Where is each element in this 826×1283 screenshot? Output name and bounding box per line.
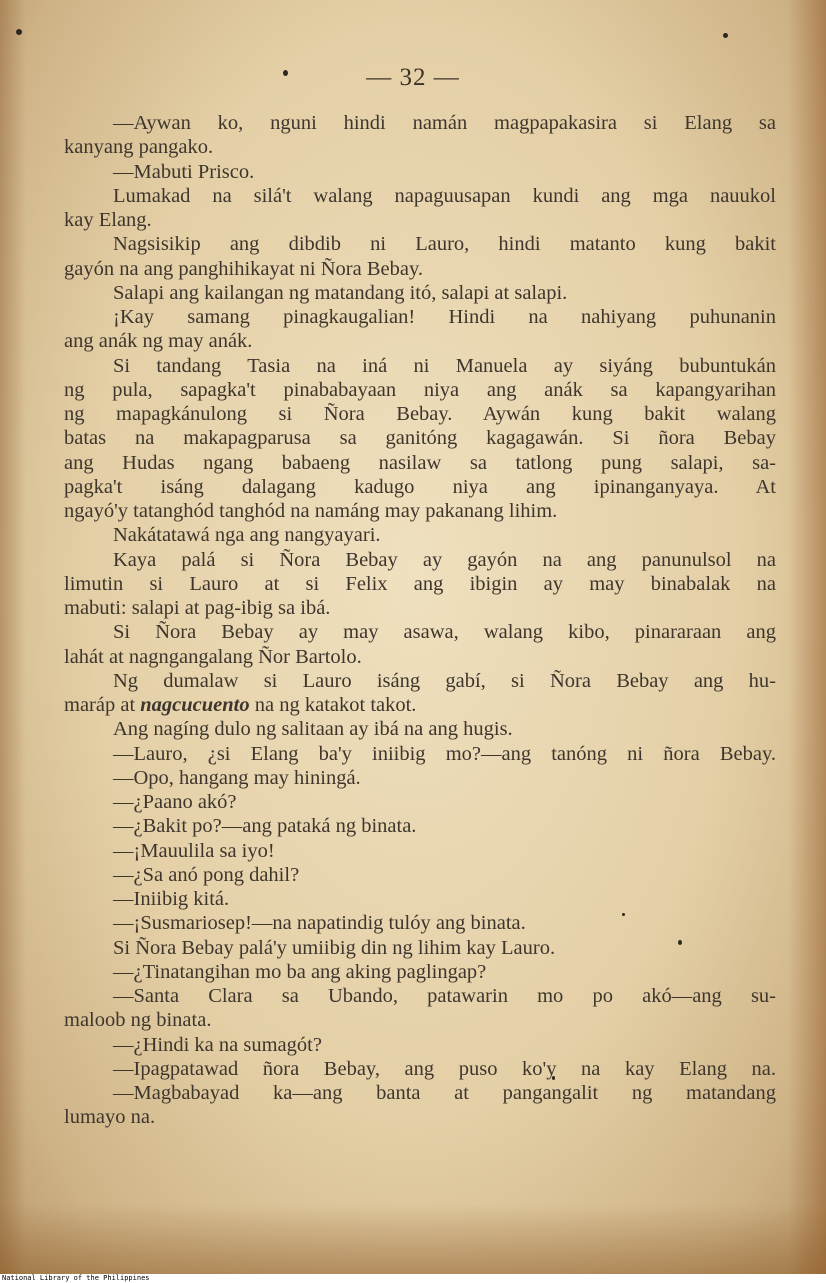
page-edge-shadow-bottom [0, 1204, 826, 1274]
text-line: —Opo, hangang may hiningá. [113, 766, 361, 789]
text-line: —Iniibig kitá. [113, 888, 230, 910]
text-line: —Mabuti Prisco. [113, 160, 255, 183]
text-line: Ng dumalaw si Lauro isáng gabí, si Ñora Bebay ang hu- [113, 669, 776, 692]
footer-credit: National Library of the Philippines [0, 1274, 826, 1283]
text-line: Si tandang Tasia na iná ni Manuela ay siyáng bubuntukán [113, 354, 776, 377]
text-line: Salapi ang kailangan ng matandang itó, salapi at salapi. [113, 281, 568, 304]
text-line: Lumakad na silá't walang napaguusapan kundi ang mga nauukol [113, 184, 776, 207]
text-line: lumayo na. [64, 1106, 156, 1129]
text-line: lahát at nagngangalang Ñor Bartolo. [64, 645, 362, 668]
text-line: mabuti: salapi at pag-ibig sa ibá. [64, 597, 331, 619]
page-number: — 32 — [366, 64, 460, 91]
italic-word: nagcucuento [140, 694, 250, 716]
text-line: maloob ng binata. [64, 1009, 212, 1032]
text-line: Ang nagíng dulo ng salitaan ay ibá na ang hugis. [113, 718, 513, 741]
page-edge-shadow-left [0, 0, 26, 1274]
text-line: —¿Sa anó pong dahil? [113, 863, 300, 886]
text-line: —Santa Clara sa Ubando, patawarin mo po akó—ang su- [113, 985, 776, 1007]
text-line: —Ipagpatawad ñora Bebay, ang puso ko'y na kay Elang na. [113, 1057, 776, 1080]
text-line: ngayó'y tatanghód tanghód na namáng may pakanang lihim. [64, 500, 558, 522]
text-line: —¿Paano akó? [113, 791, 237, 813]
text-line: —Magbabayad ka—ang banta at pangangalit ng matandang [113, 1082, 776, 1104]
text-line: ang anák ng may anák. [64, 330, 253, 353]
text-line: ng pula, sapagka't pinababayaan niya ang anák sa kapangyarihan [64, 378, 776, 401]
text-line: Si Ñora Bebay palá'y umiibig din ng lihim kay Lauro. [113, 936, 556, 959]
text-line: maráp at nagcucuento na ng katakot takot. [64, 694, 417, 716]
ink-speck [723, 33, 728, 38]
text-line: kay Elang. [64, 209, 152, 231]
text-line: ang Hudas ngang babaeng nasilaw sa tatlong pung salapi, sa- [64, 451, 776, 474]
text-line: limutin si Lauro at si Felix ang ibigin ay may binabalak na [64, 572, 776, 595]
text-line: batas na makapagparusa sa ganitóng kagagawán. Si ñora Bebay [64, 427, 776, 450]
text-line: —¿Bakit po?—ang pataká ng binata. [113, 815, 417, 838]
text-line: —Lauro, ¿si Elang ba'y iniibig mo?—ang tanóng ni ñora Bebay. [113, 742, 776, 765]
text-line: Kaya palá si Ñora Bebay ay gayón na ang panunulsol na [113, 548, 776, 571]
text-line: —¿Hindi ka na sumagót? [113, 1033, 322, 1056]
text-line: Nagsisikip ang dibdib ni Lauro, hindi matanto kung bakit [113, 233, 776, 256]
text-line: —Aywan ko, nguni hindi namán magpapakasira si Elang sa [113, 112, 776, 134]
text-line: Si Ñora Bebay ay may asawa, walang kibo, pinararaan ang [113, 621, 776, 644]
body-text [64, 111, 776, 1130]
text-line: —¡Mauulila sa iyo! [113, 839, 275, 862]
text-line: —¡Susmariosep!—na napatindig tulóy ang binata. [113, 912, 526, 935]
page-edge-shadow-right [788, 0, 826, 1274]
text-line: gayón na ang panghihikayat ni Ñora Bebay. [64, 257, 424, 280]
text-line: pagka't isáng dalagang kadugo niya ang ipinanganyaya. At [64, 475, 776, 498]
text-line: ¡Kay samang pinagkaugalian! Hindi na nahiyang puhunanin [113, 306, 776, 328]
text-line: —¿Tinatangihan mo ba ang aking paglingap? [113, 960, 487, 983]
ink-speck [16, 29, 22, 35]
text-line: ng mapagkánulong si Ñora Bebay. Aywán kung bakit walang [64, 403, 776, 425]
text-line: kanyang pangako. [64, 136, 214, 159]
text-line: Nakátatawá nga ang nangyayari. [113, 524, 381, 547]
